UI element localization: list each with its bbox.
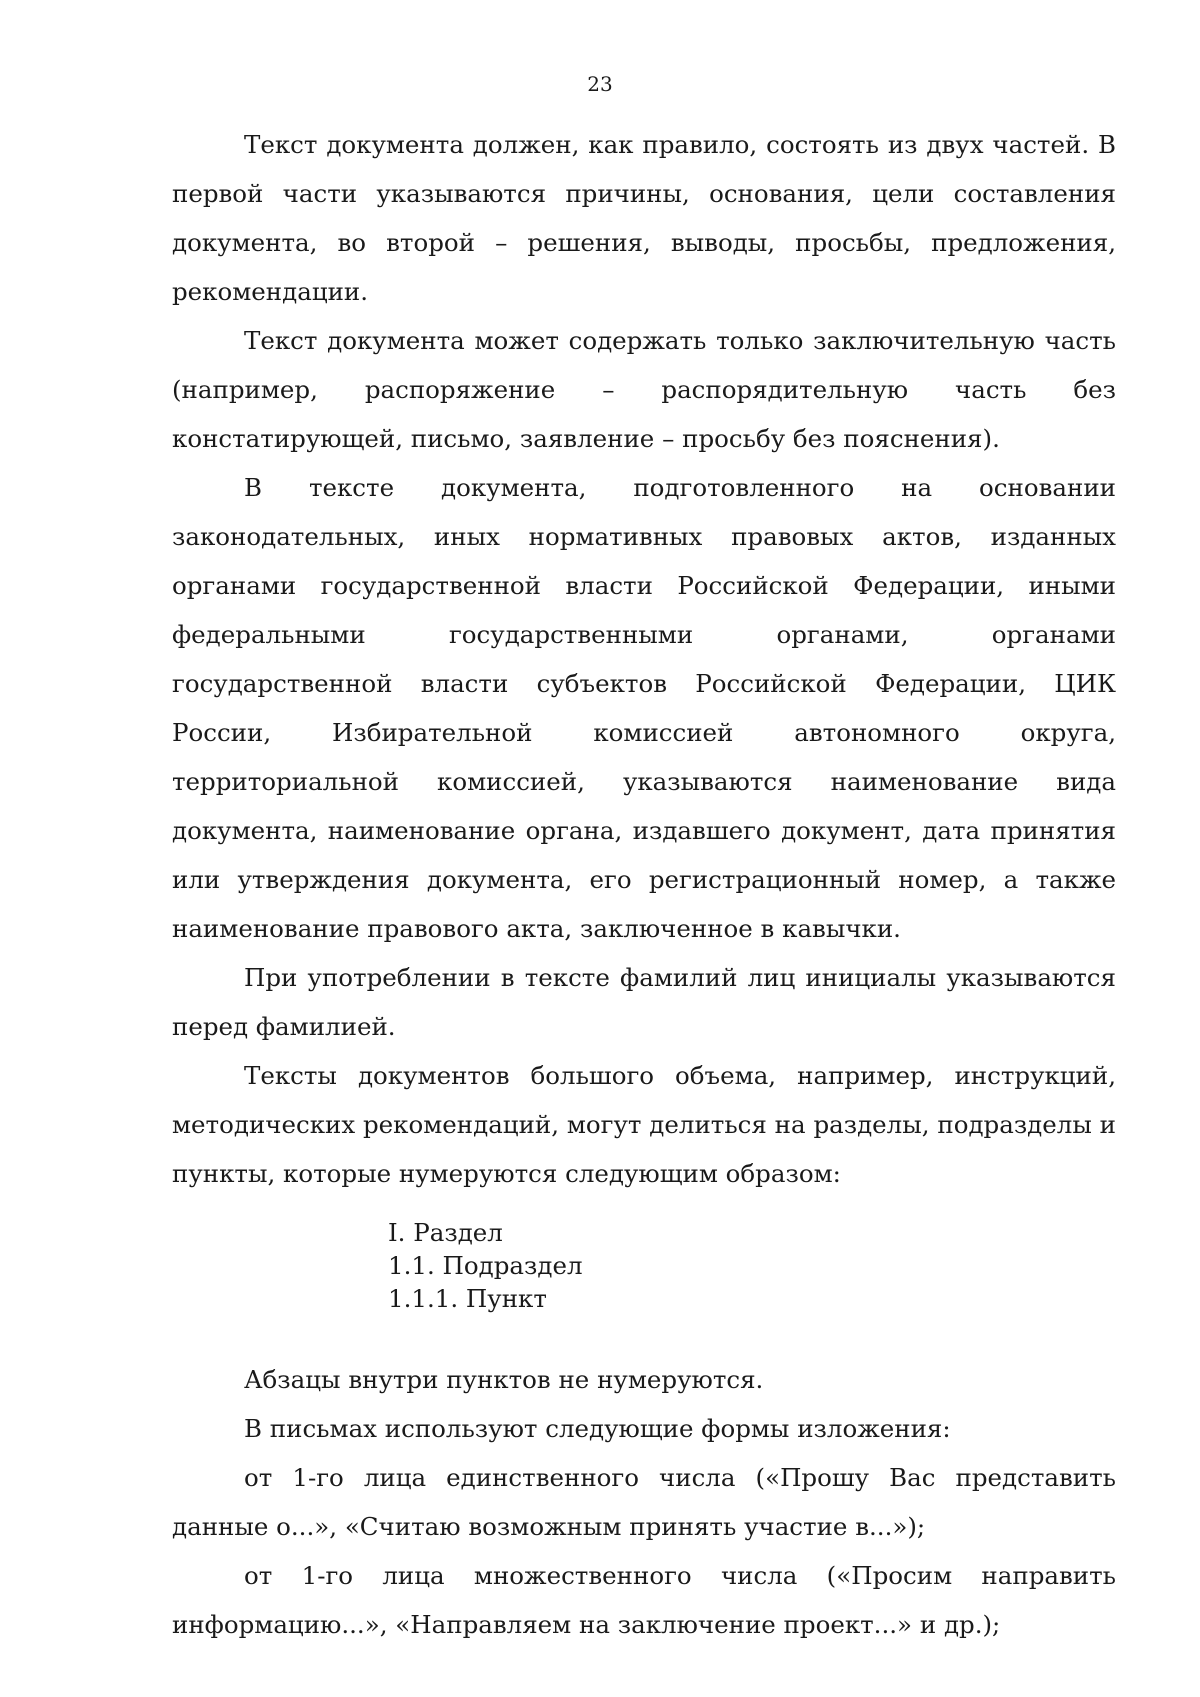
paragraph-final-part-only: Текст документа может содержать только заключительную часть (например, распоряжение – распорядительную часть без констатирующей, письмо, заявление – просьбу без пояснения). xyxy=(172,326,1116,453)
numbering-example-section: I. Раздел xyxy=(388,1218,503,1247)
paragraph-large-documents-numbering: Тексты документов большого объема, например, инструкций, методических рекомендаций, могут делиться на разделы, подразделы и пункты, которые нумеруются следующим образом: xyxy=(172,1061,1116,1188)
paragraph-first-person-plural: от 1-го лица множественного числа («Просим направить информацию...», «Направляем на заключение проект...» и др.); xyxy=(172,1561,1116,1639)
page-number: 23 xyxy=(587,72,613,96)
paragraph-unnumbered-subparagraphs: Абзацы внутри пунктов не нумеруются. xyxy=(244,1365,764,1394)
document-body-continued xyxy=(172,1355,1116,1649)
paragraph-document-structure: Текст документа должен, как правило, состоять из двух частей. В первой части указываются причины, основания, цели составления документа, во второй – решения, выводы, просьбы, предложения, рекомендации. xyxy=(172,130,1116,306)
paragraph-initials-placement: При употреблении в тексте фамилий лиц инициалы указываются перед фамилией. xyxy=(172,963,1116,1041)
numbering-example-list xyxy=(388,1216,1116,1315)
paragraph-letter-forms-intro: В письмах используют следующие формы изложения: xyxy=(244,1414,951,1443)
numbering-example-subsection: 1.1. Подраздел xyxy=(388,1251,583,1280)
paragraph-first-person-singular: от 1-го лица единственного числа («Прошу Вас представить данные о...», «Считаю возможным принять участие в...»); xyxy=(172,1463,1116,1541)
paragraph-legal-acts-reference: В тексте документа, подготовленного на основании законодательных, иных нормативных правовых актов, изданных органами государственной власти Российской Федерации, иными федеральными государственными органами, органами государственной власти субъектов Российской Федерации, ЦИК России, Избирательной комиссией автономного округа, территориальной комиссией, указываются наименование вида документа, наименование органа, издавшего документ, дата принятия или утверждения документа, его регистрационный номер, а также наименование правового акта, заключенное в кавычки. xyxy=(172,473,1116,943)
numbering-example-item: 1.1.1. Пункт xyxy=(388,1284,547,1313)
document-body xyxy=(172,120,1116,1649)
